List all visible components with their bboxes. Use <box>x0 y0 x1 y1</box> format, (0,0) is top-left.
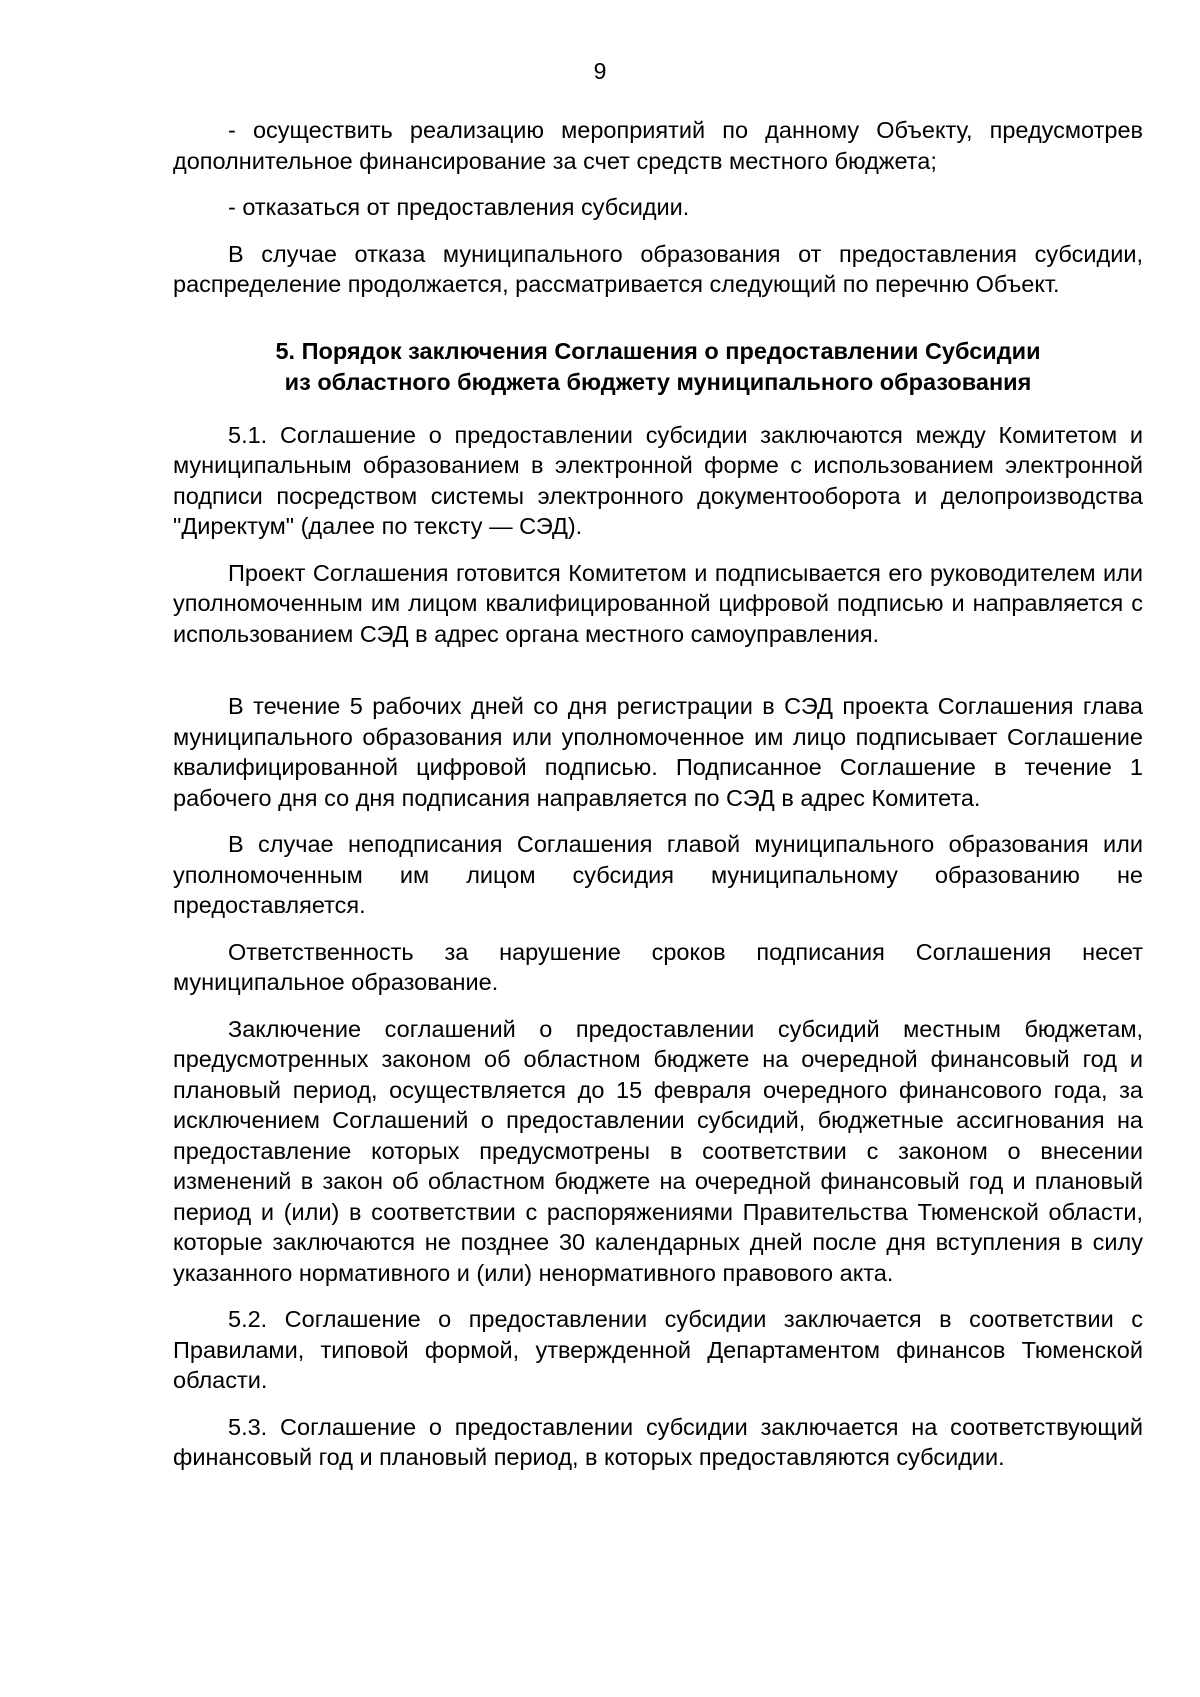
paragraph-option-refuse: - отказаться от предоставления субсидии. <box>228 194 690 220</box>
paragraph-5-2: 5.2. Соглашение о предоставлении субсидии заключается в соответствии с Правилами, типовой формой, утвержденной Департаментом финансов Тюменской области. <box>173 1306 1143 1393</box>
paragraph-responsibility: Ответственность за нарушение сроков подписания Соглашения несет муниципальное образование. <box>173 938 1143 995</box>
paragraph-conclusion-deadline: Заключение соглашений о предоставлении субсидий местным бюджетам, предусмотренных законом об областном бюджете на очередной финансовый год и плановый период, осуществляется до 15 февраля очередного финансового года, за исключением Соглашений о предоставлении субсидий, бюджетные ассигнования на предоставление которых предусмотрены в соответствии с законом о внесении изменений в закон об областном бюджете на очередной финансовый год и плановый период и (или) в соответствии с распоряжениями Правительства Тюменской области, которые заключаются не позднее 30 календарных дней после дня вступления в силу указанного нормативного и (или) ненормативного правового акта. <box>173 1015 1143 1286</box>
section-title <box>173 336 1143 398</box>
page-number: 9 <box>593 58 607 84</box>
section-title-line-1: 5. Порядок заключения Соглашения о предоставлении Субсидии <box>275 337 1041 364</box>
blank-line <box>173 665 1143 691</box>
section-title-line-2: из областного бюджета бюджету муниципального образования <box>284 368 1032 395</box>
paragraph-option-implement: - осуществить реализацию мероприятий по данному Объекту, предусмотрев дополнительное финансирование за счет средств местного бюджета; <box>173 117 1143 174</box>
document-body <box>173 115 1143 1489</box>
paragraph-draft-agreement: Проект Соглашения готовится Комитетом и подписывается его руководителем или уполномоченным им лицом квалифицированной цифровой подписью и направляется с использованием СЭД в адрес органа местного самоуправления. <box>173 559 1143 647</box>
paragraph-signing-term: В течение 5 рабочих дней со дня регистрации в СЭД проекта Соглашения глава муниципального образования или уполномоченное им лицо подписывает Соглашение квалифицированной цифровой подписью. Подписанное Соглашение в течение 1 рабочего дня со дня подписания направляется по СЭД в адрес Комитета. <box>173 693 1143 811</box>
paragraph-refusal-case: В случае отказа муниципального образования от предоставления субсидии, распределение продолжается, рассматривается следующий по перечню Объект. <box>173 240 1143 297</box>
paragraph-5-3: 5.3. Соглашение о предоставлении субсидии заключается на соответствующий финансовый год и плановый период, в которых предоставляются субсидии. <box>173 1413 1143 1470</box>
paragraph-non-signing: В случае неподписания Соглашения главой муниципального образования или уполномоченным им лицом субсидия муниципальному образованию не предоставляется. <box>173 831 1143 918</box>
paragraph-5-1: 5.1. Соглашение о предоставлении субсидии заключаются между Комитетом и муниципальным образованием в электронной форме с использованием электронной подписи посредством системы электронного документооборота и делопроизводства "Директум" (далее по тексту — СЭД). <box>173 421 1143 539</box>
